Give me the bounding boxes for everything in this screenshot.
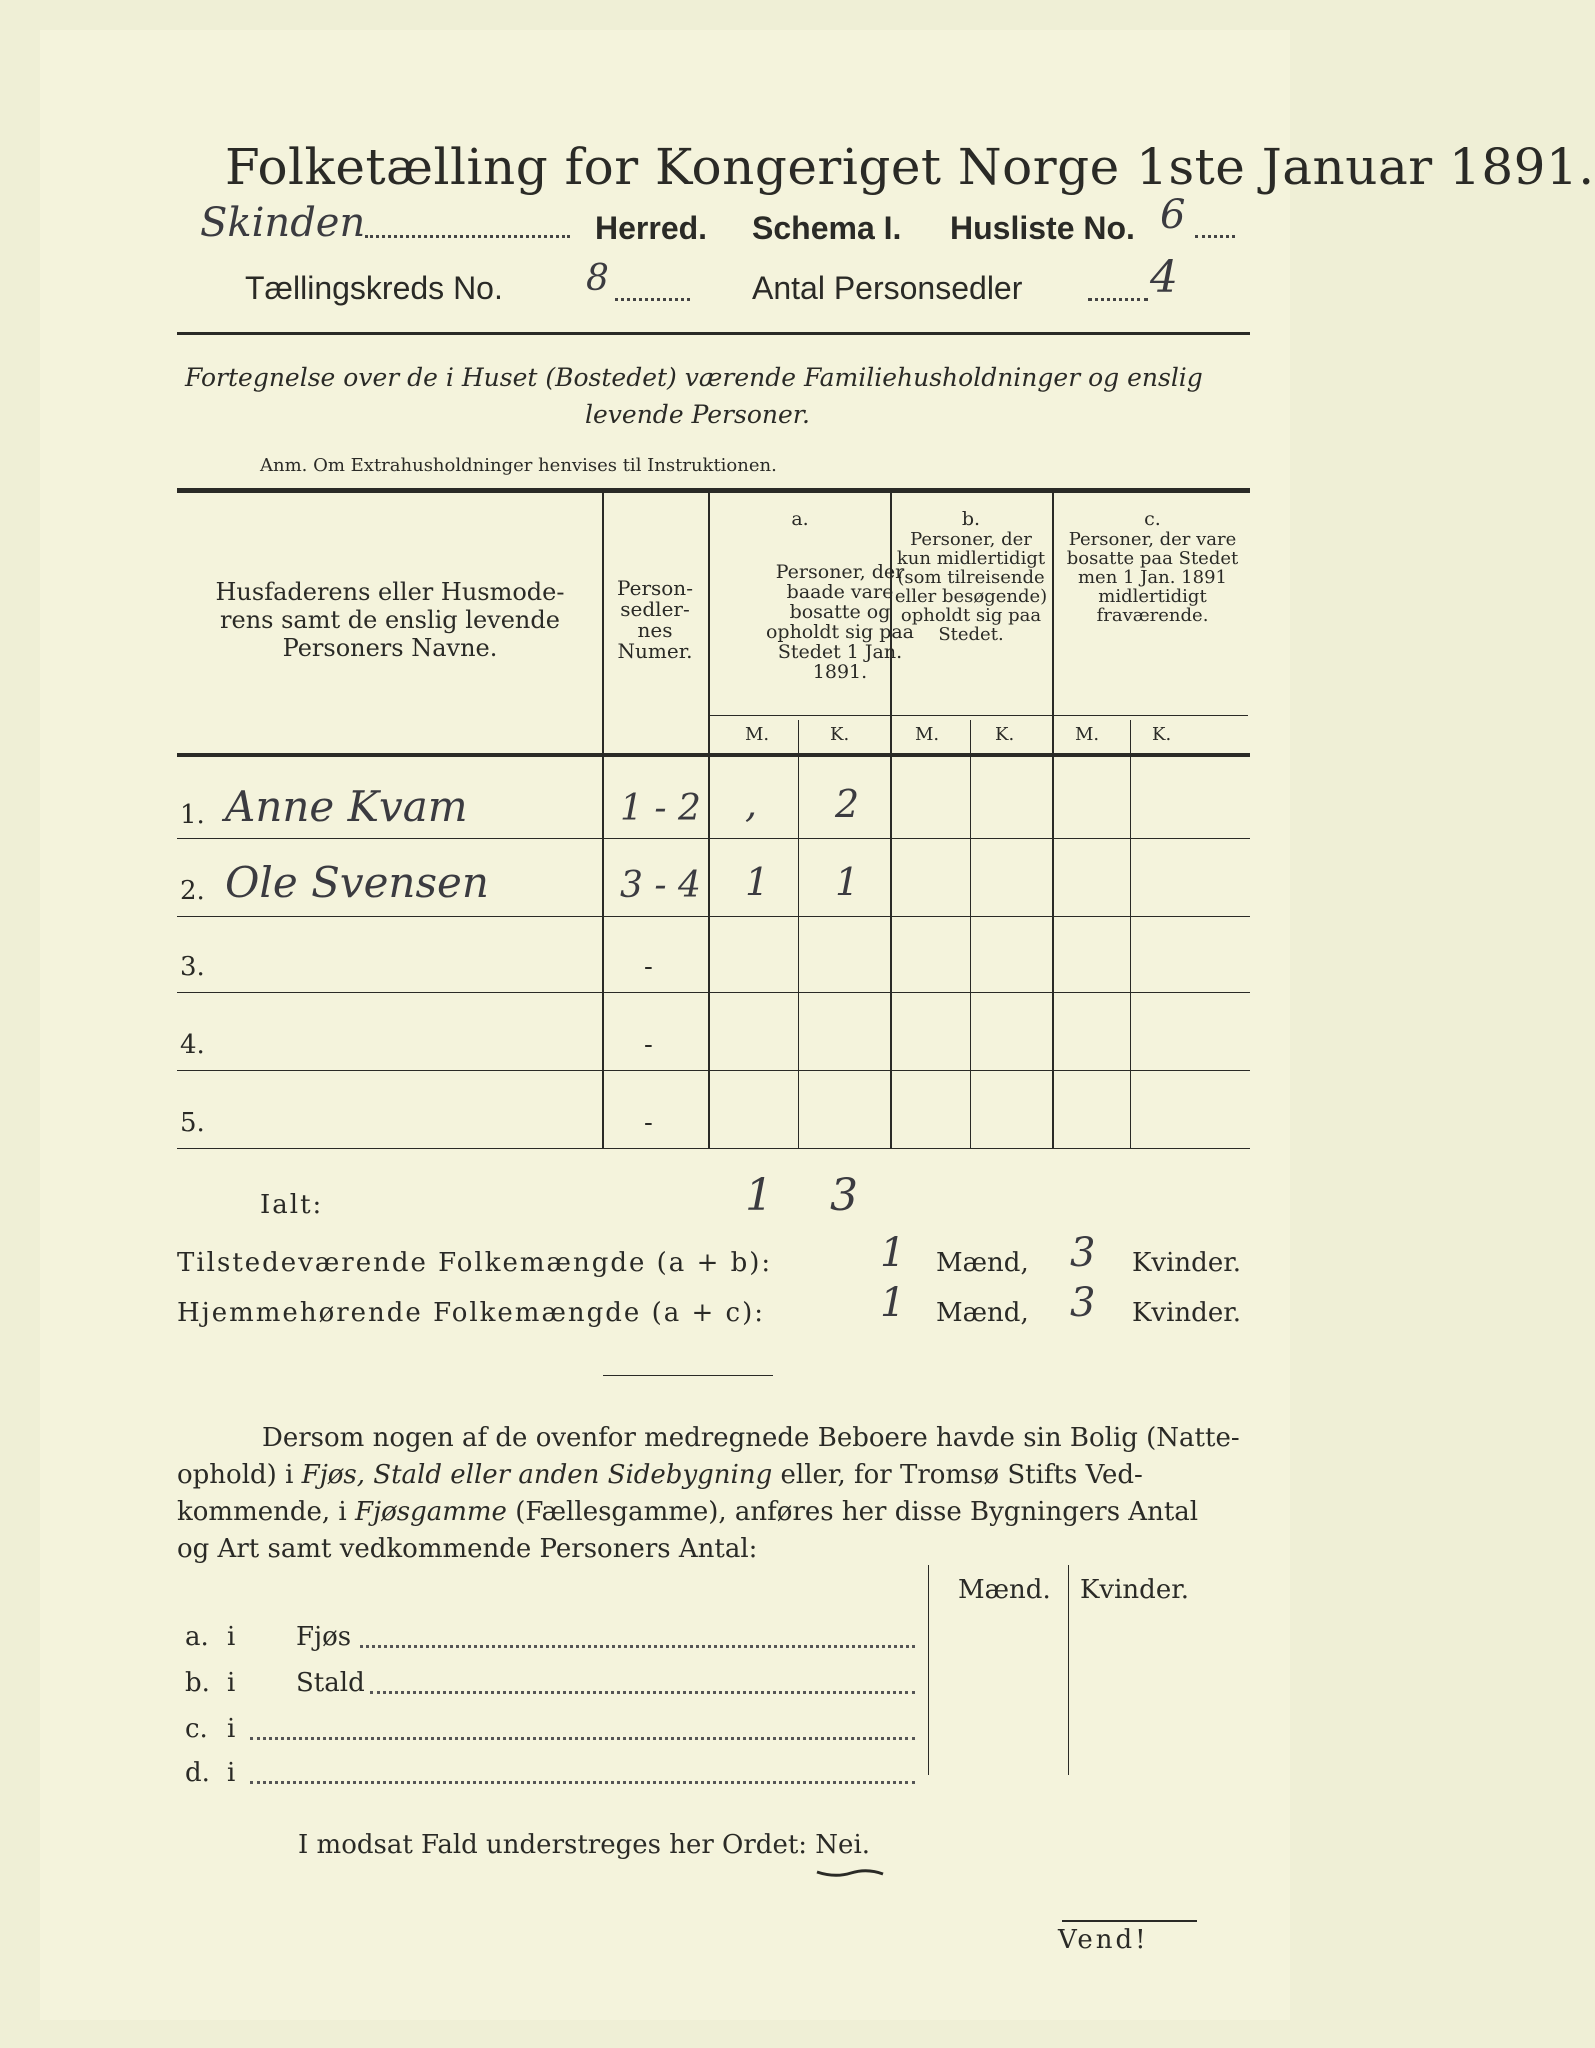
row-a-m: , [745,782,758,826]
bld-divider-2 [1068,1565,1069,1775]
bld-letter: b. [185,1668,210,1698]
row-number: 3. [180,952,205,982]
col-divider-num [708,493,710,1148]
bld-dotline [360,1645,915,1648]
anm-note: Anm. Om Extrahusholdninger henvises til Instruktionen. [260,455,777,476]
bld-dotline [370,1691,915,1694]
row-name: Anne Kvam [225,782,468,831]
bld-i: i [227,1758,236,1788]
row-a-k: 1 [835,860,860,904]
bld-i: i [227,1668,236,1698]
col-divider-name [602,493,604,1148]
para-line3: kommende, i Fjøsgamme (Fællesgamme), anføres her disse Bygningers Antal [177,1497,1199,1527]
col-divider-b-mk [970,720,971,1148]
para-line4: og Art samt vedkommende Personers Antal: [177,1534,758,1564]
vend-rule [1062,1920,1197,1922]
row-line [177,916,1250,917]
row-person-num: - [644,952,653,982]
bld-label: Fjøs [296,1622,352,1652]
bld-kvinder-header: Kvinder. [1080,1575,1190,1605]
vend-label: Vend! [1058,1925,1149,1955]
bld-dotline [250,1737,915,1740]
a-m-label: M. [745,724,770,745]
herred-value: Skinden [200,200,366,246]
col-name-header: Husfaderens eller Husmode- rens samt de enslig levende Personers Navne. [215,578,565,662]
herred-label: Herred. [595,210,708,246]
schema-label: Schema I. [752,210,902,246]
husliste-dotline [1195,235,1235,238]
row-person-num: - [644,1030,653,1060]
husliste-value: 6 [1160,192,1186,238]
row-a-m: 1 [745,860,770,904]
para-line1: Dersom nogen af de ovenfor medregnede Beboere havde sin Bolig (Natte- [262,1423,1240,1453]
hjemme-k: 3 [1070,1280,1096,1326]
row-line [177,992,1250,993]
tilstede-kvinder-label: Kvinder. [1132,1248,1242,1278]
row-number: 4. [180,1030,205,1060]
tilstede-m: 1 [880,1230,906,1276]
col-c-letter: c. [1144,508,1161,530]
col-divider-c-mk [1130,720,1131,1148]
table-top-rule [177,488,1250,493]
ialt-label: Ialt: [260,1190,324,1220]
row-person-num: 1 - 2 [620,788,701,829]
col-a-letter: a. [791,508,809,530]
nei-note: I modsat Fald understreges her Ordet: Nei. [298,1830,871,1860]
header-rule [177,332,1250,335]
kreds-label: Tællingskreds No. [245,270,503,306]
personsedler-value: 4 [1150,252,1178,303]
bld-maend-header: Mænd. [958,1575,1051,1605]
table-header-rule [177,753,1250,757]
bld-letter: a. [185,1622,209,1652]
husliste-label: Husliste No. [950,210,1135,246]
col-divider-a-mk [798,720,799,1148]
herred-dotline [365,235,570,238]
bld-dotline [250,1781,915,1784]
ialt-m: 1 [745,1170,773,1221]
tilstede-k: 3 [1070,1230,1096,1276]
hjemme-label: Hjemmehørende Folkemængde (a + c): [177,1298,765,1328]
row-line [177,1070,1250,1071]
intro-line2: levende Personer. [585,400,810,429]
mk-top-line [708,715,1248,716]
bld-divider-1 [928,1565,929,1775]
b-m-label: M. [915,724,940,745]
personsedler-label: Antal Personsedler [752,270,1023,306]
c-m-label: M. [1075,724,1100,745]
kreds-dotline [615,298,690,301]
kreds-value: 8 [586,258,609,299]
bld-letter: c. [185,1714,208,1744]
table-bottom-line [177,1148,1250,1149]
col-c-header: Personer, der vare bosatte paa Stedet men 1 Jan. 1891 midlertidigt fraværende. [1066,529,1239,626]
col-b-letter: b. [961,508,981,530]
row-number: 5. [180,1108,205,1138]
row-person-num: - [644,1108,653,1138]
intro-line1: Fortegnelse over de i Huset (Bostedet) værende Familiehusholdninger og enslig [185,363,1203,392]
bld-i: i [227,1714,236,1744]
col-a-header: Personer, der baade vare bosatte og opholdt sig paa Stedet 1 Jan. 1891. [765,561,915,683]
row-name: Ole Svensen [225,858,489,907]
hjemme-maend-label: Mænd, [936,1298,1029,1328]
separator-rule [603,1375,773,1376]
row-a-k: 2 [835,782,860,826]
row-number: 2. [180,876,205,906]
col-b-header: Personer, der kun midlertidigt (som tilreisende eller besøgende) opholdt sig paa Stedet. [894,529,1048,645]
tilstede-maend-label: Mænd, [936,1248,1029,1278]
row-person-num: 3 - 4 [620,865,701,906]
hjemme-m: 1 [880,1280,906,1326]
col-divider-b [1052,493,1054,1148]
c-k-label: K. [1152,724,1172,745]
bld-i: i [227,1622,236,1652]
hjemme-kvinder-label: Kvinder. [1132,1298,1242,1328]
census-form [40,30,1595,2020]
row-number: 1. [180,800,205,830]
form-title: Folketælling for Kongeriget Norge 1ste Januar 1891. [225,138,1595,196]
personsedler-dotline [1088,298,1148,301]
ialt-k: 3 [830,1170,858,1221]
bld-label: Stald [296,1668,365,1698]
tilstede-label: Tilstedeværende Folkemængde (a + b): [177,1248,773,1278]
a-k-label: K. [830,724,850,745]
nei-underline [815,1866,885,1880]
col-num-header: Person- sedler- nes Numer. [617,576,693,663]
para-line2: ophold) i Fjøs, Stald eller anden Sidebygning eller, for Tromsø Stifts Ved- [177,1460,1143,1490]
row-line [177,838,1250,839]
b-k-label: K. [995,724,1015,745]
bld-letter: d. [185,1758,210,1788]
